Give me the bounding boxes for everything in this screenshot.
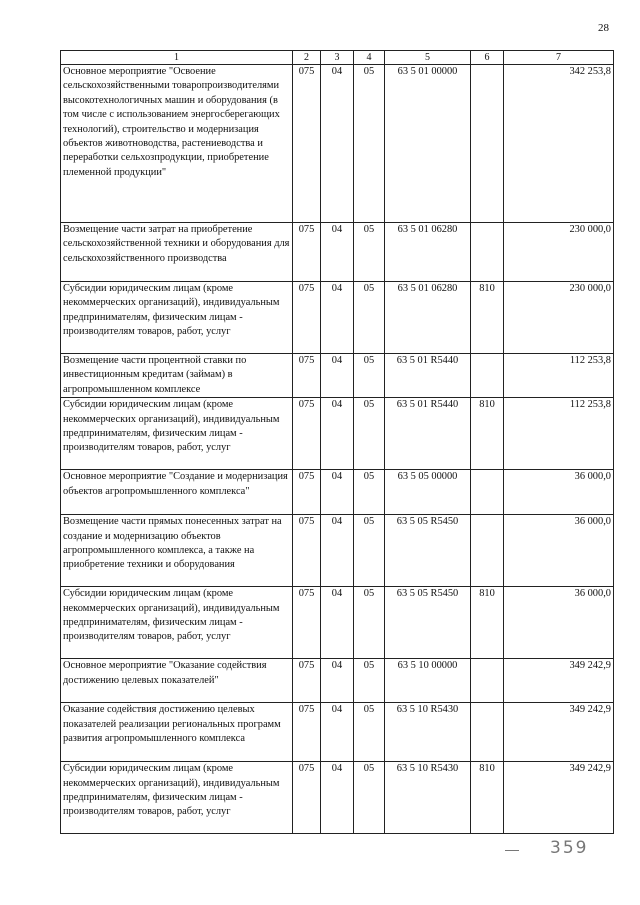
row-target-article: 63 5 01 06280 <box>385 282 471 354</box>
column-header-amount: 7 <box>504 51 614 65</box>
row-code: 075 <box>293 398 321 470</box>
row-code: 075 <box>293 470 321 515</box>
row-name: Основное мероприятие "Создание и модернизация объектов агропромышленного комплекса" <box>61 470 293 515</box>
row-target-article: 63 5 05 R5450 <box>385 515 471 587</box>
table-row <box>61 470 614 515</box>
row-target-article: 63 5 01 R5440 <box>385 398 471 470</box>
row-expense-type: 810 <box>471 282 504 354</box>
row-subsection: 05 <box>354 282 385 354</box>
row-section: 04 <box>321 65 354 223</box>
row-amount: 36 000,0 <box>504 470 614 515</box>
row-name: Субсидии юридическим лицам (кроме некоммерческих организаций), индивидуальным предпринимателям, физическим лицам - производителям товаров, работ, услуг <box>61 587 293 659</box>
column-header-name: 1 <box>61 51 293 65</box>
row-amount: 342 253,8 <box>504 65 614 223</box>
row-expense-type <box>471 703 504 762</box>
row-expense-type <box>471 223 504 282</box>
page-number: 28 <box>598 22 609 34</box>
row-subsection: 05 <box>354 703 385 762</box>
row-target-article: 63 5 01 R5440 <box>385 354 471 398</box>
row-code: 075 <box>293 515 321 587</box>
row-expense-type: 810 <box>471 762 504 834</box>
column-header-code: 2 <box>293 51 321 65</box>
row-section: 04 <box>321 470 354 515</box>
row-subsection: 05 <box>354 223 385 282</box>
column-header-subsection: 4 <box>354 51 385 65</box>
row-name: Субсидии юридическим лицам (кроме некоммерческих организаций), индивидуальным предпринимателям, физическим лицам - производителям товаров, работ, услуг <box>61 762 293 834</box>
row-code: 075 <box>293 282 321 354</box>
table-row <box>61 282 614 354</box>
row-code: 075 <box>293 223 321 282</box>
row-section: 04 <box>321 762 354 834</box>
row-section: 04 <box>321 354 354 398</box>
table-row <box>61 398 614 470</box>
row-subsection: 05 <box>354 515 385 587</box>
row-amount: 349 242,9 <box>504 762 614 834</box>
row-target-article: 63 5 01 06280 <box>385 223 471 282</box>
row-section: 04 <box>321 398 354 470</box>
row-code: 075 <box>293 65 321 223</box>
budget-table <box>60 50 614 834</box>
column-header-expense-type: 6 <box>471 51 504 65</box>
row-section: 04 <box>321 223 354 282</box>
row-expense-type <box>471 470 504 515</box>
row-subsection: 05 <box>354 587 385 659</box>
row-section: 04 <box>321 282 354 354</box>
table-row <box>61 515 614 587</box>
row-name: Основное мероприятие "Оказание содействия достижению целевых показателей" <box>61 659 293 703</box>
row-name: Субсидии юридическим лицам (кроме некоммерческих организаций), индивидуальным предпринимателям, физическим лицам - производителям товаров, работ, услуг <box>61 398 293 470</box>
row-amount: 112 253,8 <box>504 398 614 470</box>
row-section: 04 <box>321 659 354 703</box>
table-row <box>61 659 614 703</box>
table-row <box>61 354 614 398</box>
row-expense-type <box>471 354 504 398</box>
row-amount: 36 000,0 <box>504 587 614 659</box>
row-expense-type: 810 <box>471 398 504 470</box>
row-amount: 36 000,0 <box>504 515 614 587</box>
row-target-article: 63 5 10 R5430 <box>385 762 471 834</box>
table-row <box>61 65 614 223</box>
row-target-article: 63 5 10 00000 <box>385 659 471 703</box>
row-target-article: 63 5 10 R5430 <box>385 703 471 762</box>
row-amount: 230 000,0 <box>504 223 614 282</box>
table-row <box>61 703 614 762</box>
row-subsection: 05 <box>354 659 385 703</box>
row-amount: 230 000,0 <box>504 282 614 354</box>
row-name: Возмещение части прямых понесенных затрат на создание и модернизацию объектов агропромышленного комплекса, а также на приобретение техники и оборудования <box>61 515 293 587</box>
row-section: 04 <box>321 703 354 762</box>
row-section: 04 <box>321 587 354 659</box>
column-header-section: 3 <box>321 51 354 65</box>
row-target-article: 63 5 05 R5450 <box>385 587 471 659</box>
row-expense-type <box>471 65 504 223</box>
row-code: 075 <box>293 659 321 703</box>
table-header-row <box>61 51 614 65</box>
table-row <box>61 223 614 282</box>
row-code: 075 <box>293 354 321 398</box>
row-name: Возмещение части процентной ставки по инвестиционным кредитам (займам) в агропромышленном комплексе <box>61 354 293 398</box>
row-name: Субсидии юридическим лицам (кроме некоммерческих организаций), индивидуальным предпринимателям, физическим лицам - производителям товаров, работ, услуг <box>61 282 293 354</box>
row-target-article: 63 5 05 00000 <box>385 470 471 515</box>
table-row <box>61 762 614 834</box>
row-amount: 349 242,9 <box>504 659 614 703</box>
row-amount: 349 242,9 <box>504 703 614 762</box>
row-subsection: 05 <box>354 65 385 223</box>
row-subsection: 05 <box>354 470 385 515</box>
column-header-target-article: 5 <box>385 51 471 65</box>
row-expense-type <box>471 515 504 587</box>
row-subsection: 05 <box>354 762 385 834</box>
row-name: Оказание содействия достижению целевых показателей реализации региональных программ развития агропромышленного комплекса <box>61 703 293 762</box>
row-amount: 112 253,8 <box>504 354 614 398</box>
row-code: 075 <box>293 762 321 834</box>
row-name: Возмещение части затрат на приобретение сельскохозяйственной техники и оборудования для сельскохозяйственного производства <box>61 223 293 282</box>
row-subsection: 05 <box>354 354 385 398</box>
row-name: Основное мероприятие "Освоение сельскохозяйственными товаропроизводителями высокотехнологичных машин и оборудования (в том числе с использованием энергосберегающих технологий), строительство и модернизация объектов животноводства, растениеводства и переработки сельхозпродукции, приобретение племенной продукции" <box>61 65 293 223</box>
row-target-article: 63 5 01 00000 <box>385 65 471 223</box>
row-expense-type <box>471 659 504 703</box>
row-expense-type: 810 <box>471 587 504 659</box>
row-code: 075 <box>293 587 321 659</box>
table-row <box>61 587 614 659</box>
dash-mark <box>505 850 519 851</box>
row-code: 075 <box>293 703 321 762</box>
row-subsection: 05 <box>354 398 385 470</box>
handwritten-page-stamp: 359 <box>550 838 589 858</box>
row-section: 04 <box>321 515 354 587</box>
